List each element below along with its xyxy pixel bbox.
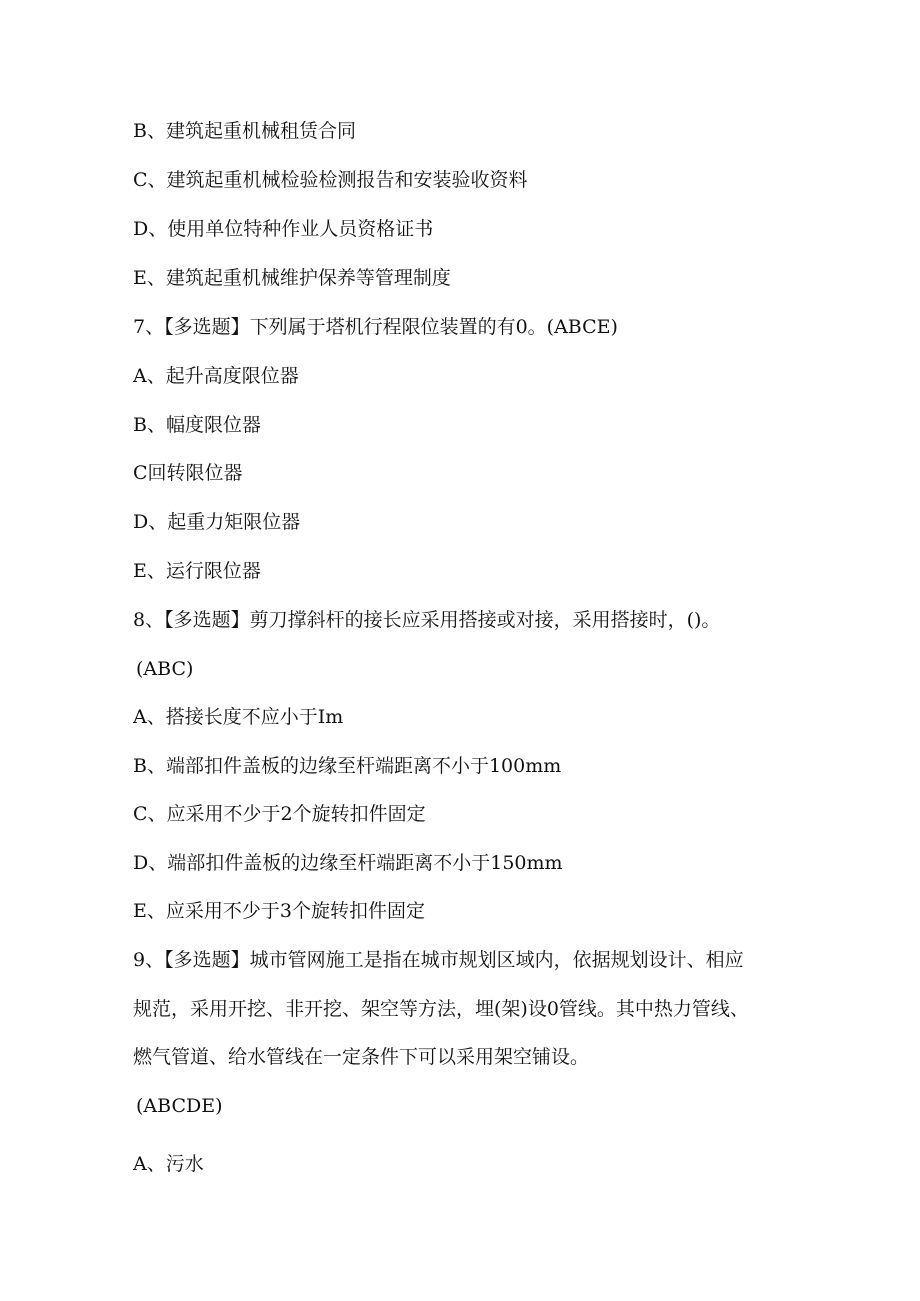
option-line: B、建筑起重机械租赁合同 (133, 120, 356, 142)
option-line: D、起重力矩限位器 (133, 511, 301, 533)
option-line: E、运行限位器 (133, 560, 261, 582)
option-line: E、建筑起重机械维护保养等管理制度 (133, 267, 451, 289)
option-line: A、搭接长度不应小于Im (133, 706, 344, 728)
question-line: 燃气管道、给水管线在一定条件下可以采用架空铺设。 (133, 1046, 590, 1068)
option-line: D、使用单位特种作业人员资格证书 (133, 218, 434, 240)
option-line: C回转限位器 (133, 462, 243, 484)
option-line: C、建筑起重机械检验检测报告和安装验收资料 (133, 169, 528, 191)
question-line: 7、【多选题】下列属于塔机行程限位装置的有0。(ABCE) (133, 316, 618, 338)
option-line: A、起升高度限位器 (133, 365, 299, 387)
option-line: D、端部扣件盖板的边缘至杆端距离不小于150mm (133, 852, 563, 874)
option-line: A、污水 (133, 1153, 204, 1175)
option-line: B、端部扣件盖板的边缘至杆端距离不小于100mm (133, 755, 562, 777)
option-line: B、幅度限位器 (133, 414, 261, 436)
option-line: C、应采用不少于2个旋转扣件固定 (133, 803, 426, 825)
question-line: 9、【多选题】城市管网施工是指在城市规划区域内，依据规划设计、相应 (133, 949, 744, 971)
question-line: 8、【多选题】剪刀撑斜杆的接长应采用搭接或对接，采用搭接时，()。 (133, 609, 721, 631)
question-line: 规范，采用开挖、非开挖、架空等方法，埋(架)设0管线。其中热力管线、 (133, 998, 749, 1020)
answer-line: (ABC) (136, 658, 194, 680)
option-line: E、应采用不少于3个旋转扣件固定 (133, 900, 425, 922)
answer-line: (ABCDE) (136, 1095, 223, 1117)
